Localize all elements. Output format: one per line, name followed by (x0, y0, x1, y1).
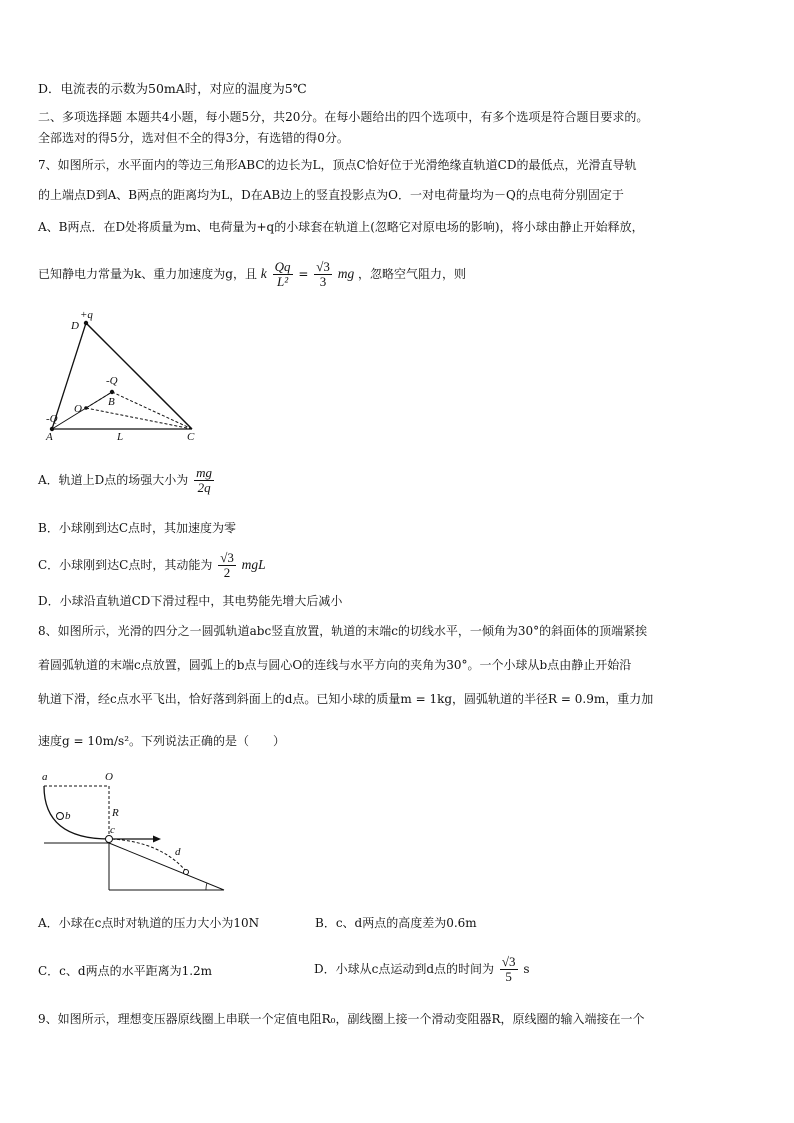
arc-abc (44, 786, 109, 839)
label-c: c (110, 824, 115, 836)
q7-frac1-num: Qq (274, 259, 291, 274)
label-a: A (46, 431, 53, 443)
q7-k: k (260, 266, 267, 281)
q7-opt-c-text: C．小球刚到达C点时，其动能为 (38, 558, 213, 572)
q6-option-d: D．电流表的示数为50mA时，对应的温度为5℃ (38, 81, 307, 96)
q7-line3: A、B两点．在D处将质量为m、电荷量为+q的小球套在轨道上(忽略它对原电场的影响)，将小球由静止开始释放， (38, 220, 644, 234)
q8-opt-d-frac (500, 955, 518, 984)
q7-opt-c-den: 2 (223, 565, 231, 580)
label-minus-q-left: -Q (46, 413, 58, 425)
label-o: O (105, 771, 113, 783)
q7-frac2-num: √3 (316, 259, 330, 274)
ball-b (57, 813, 64, 820)
line-dc (86, 323, 192, 429)
q7-line4-pre: 已知静电力常量为k、重力加速度为g，且 (38, 267, 257, 281)
section2-line2: 全部选对的得5分，选对但不全的得3分，有选错的得0分。 (38, 131, 349, 145)
q7-frac1 (273, 260, 293, 289)
point-b (110, 390, 114, 394)
q7-line1: 7、如图所示，水平面内的等边三角形ABC的边长为L，顶点C恰好位于光滑绝缘直轨道CD的最低点，光滑直导轨 (38, 158, 637, 172)
velocity-arrowhead (153, 836, 161, 843)
q7-opt-c-num: √3 (220, 550, 234, 565)
label-minus-q-top: -Q (106, 375, 118, 387)
q7-opt-c-frac (218, 551, 236, 580)
line-bc (112, 392, 192, 429)
q8-line1: 8、如图所示，光滑的四分之一圆弧轨道abc竖直放置，轨道的末端c的切线水平，一倾角为30°的斜面体的顶端紧挨 (38, 624, 648, 638)
q8-line3: 轨道下滑，经c点水平飞出，恰好落到斜面上的d点。已知小球的质量m = 1kg，圆弧轨道的半径R = 0.9m，重力加 (38, 692, 654, 706)
q7-line4 (38, 260, 466, 289)
q7-opt-a-num: mg (196, 465, 213, 480)
point-o (84, 406, 88, 410)
q7-opt-a-den: 2q (197, 480, 211, 495)
q9-line1: 9、如图所示，理想变压器原线圈上串联一个定值电阻R₀，副线圈上接一个滑动变阻器R，原线圈的输入端接在一个 (38, 1012, 645, 1026)
q8-opt-d-den: 5 (505, 969, 512, 984)
q8-option-d (314, 949, 530, 989)
label-b: b (65, 810, 71, 822)
q8-line2: 着圆弧轨道的末端c点放置，圆弧上的b点与圆心O的连线与水平方向的夹角为30°。一个小球从b点由静止开始沿 (38, 658, 632, 672)
q8-opt-d-text: D．小球从c点运动到d点的时间为 (314, 962, 495, 976)
q7-frac2-den: 3 (319, 274, 327, 289)
q8-option-a: A．小球在c点时对轨道的压力大小为10N (38, 916, 260, 930)
line-oc (86, 408, 192, 429)
q7-triangle-diagram (40, 306, 210, 446)
q7-mg: mg (337, 266, 355, 281)
label-a: a (42, 771, 48, 783)
q8-line4: 速度g = 10m/s²。下列说法正确的是（ ） (38, 734, 286, 748)
q7-opt-a-frac (194, 466, 214, 495)
ball-c (106, 836, 113, 843)
label-l: L (117, 431, 124, 443)
label-d: D (71, 320, 79, 332)
q8-opt-d-unit: s (523, 962, 530, 976)
angle-mark (206, 883, 207, 890)
q7-frac1-den: L² (277, 274, 289, 289)
q7-option-b: B．小球刚到达C点时，其加速度为零 (38, 521, 237, 535)
q7-option-a (38, 464, 216, 496)
section2-line1: 二、多项选择题 本题共4小题，每小题5分，共20分。在每小题给出的四个选项中，有多个选项是符合题目要求的。 (38, 110, 649, 124)
ball-d (184, 870, 189, 875)
label-o: O (74, 403, 82, 415)
label-b: B (108, 396, 115, 408)
q7-option-d: D．小球沿直轨道CD下滑过程中，其电势能先增大后减小 (38, 594, 343, 608)
q7-option-c (38, 549, 266, 581)
q7-opt-c-mgl: mgL (241, 557, 266, 572)
label-c: C (187, 431, 195, 443)
q7-frac2 (314, 260, 332, 289)
q7-line4-post: ，忽略空气阻力，则 (358, 267, 467, 281)
label-plus-q: +q (80, 309, 93, 321)
label-r: R (112, 807, 119, 819)
q8-opt-d-num: √3 (501, 954, 516, 969)
label-d: d (175, 846, 181, 858)
q7-eq: = (298, 267, 309, 281)
q7-opt-a-text: A．轨道上D点的场强大小为 (38, 473, 189, 487)
line-ab (52, 392, 112, 429)
q8-option-c: C．c、d两点的水平距离为1.2m (38, 964, 213, 978)
q8-arc-diagram (40, 766, 230, 896)
point-d (84, 321, 88, 325)
q7-line2: 的上端点D到A、B两点的距离均为L，D在AB边上的竖直投影点为O．一对电荷量均为－Q的点电荷分别固定于 (38, 188, 624, 202)
q8-option-b: B．c、d两点的高度差为0.6m (315, 916, 477, 930)
